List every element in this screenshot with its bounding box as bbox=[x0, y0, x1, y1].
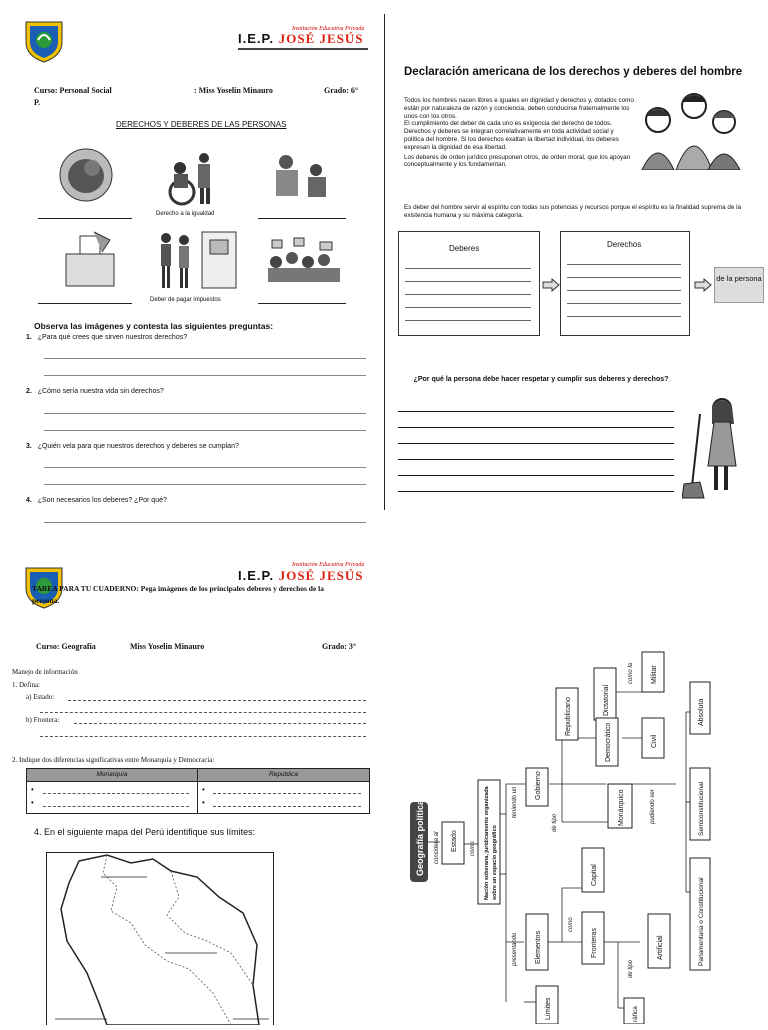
school-shield-logo bbox=[22, 16, 66, 64]
arrow-right-icon bbox=[694, 278, 712, 292]
derechos-box[interactable] bbox=[560, 231, 690, 336]
question-1: 1. ¿Para qué crees que sirven nuestros derechos? bbox=[26, 334, 188, 341]
protest-crowd-illustration bbox=[264, 236, 344, 282]
dictatorial-label: Dictatorial bbox=[603, 684, 610, 716]
tax-payment-illustration bbox=[156, 228, 242, 292]
answer-line[interactable] bbox=[44, 358, 366, 359]
question-3: 3. ¿Quién vela para que nuestros derechos y deberes se cumplan? bbox=[26, 443, 239, 450]
answer-line[interactable] bbox=[213, 806, 361, 807]
school-name: I.E.P. JOSÉ JESÚS bbox=[238, 568, 364, 583]
answer-line[interactable] bbox=[398, 475, 674, 476]
declaration-text bbox=[404, 97, 634, 169]
answer-line[interactable] bbox=[44, 375, 366, 376]
derechos-label: Derechos bbox=[607, 240, 642, 249]
item-1b: b) Frontera: bbox=[26, 716, 60, 724]
course-label: Curso: Personal Social bbox=[34, 86, 112, 95]
grafica-label: ráfica bbox=[632, 1006, 639, 1022]
page-4 bbox=[386, 512, 768, 1024]
answer-line[interactable] bbox=[40, 712, 366, 713]
homework-task: TAREA PARA TU CUADERNO: Pega imágenes de los principales deberes y derechos de la persona. bbox=[32, 584, 325, 605]
nacion-line: Nación soberana, jurídicamente organizada bbox=[484, 786, 490, 900]
grade-label: Grado: 3° bbox=[322, 642, 357, 651]
answer-line[interactable] bbox=[44, 413, 366, 414]
elementos-label: Elementos bbox=[535, 930, 542, 964]
girl-sweeping-illustration bbox=[682, 394, 748, 500]
answer-line[interactable] bbox=[567, 316, 681, 317]
table-header-monarquia: Monarquía bbox=[27, 769, 198, 782]
page-1 bbox=[0, 0, 384, 512]
answer-line[interactable] bbox=[38, 303, 132, 304]
caption-equality: Derecho a la igualdad bbox=[156, 211, 215, 217]
question-2: 2. ¿Cómo sería nuestra vida sin derechos? bbox=[26, 388, 164, 395]
comparison-table bbox=[26, 768, 370, 814]
answer-line[interactable] bbox=[567, 303, 681, 304]
item-1a: a) Estado: bbox=[26, 693, 55, 701]
instruction: Observa las imágenes y contesta las siguientes preguntas: bbox=[34, 321, 274, 331]
table-divider bbox=[197, 781, 198, 813]
persona-box bbox=[714, 267, 764, 303]
capital-label: Capital bbox=[591, 864, 598, 886]
children-group-illustration bbox=[638, 86, 742, 170]
limites-label: Límites bbox=[545, 997, 552, 1020]
answer-line[interactable] bbox=[258, 218, 346, 219]
civil-label: Civil bbox=[651, 734, 658, 748]
answer-line[interactable] bbox=[405, 281, 531, 282]
label-presentando: presentando bbox=[512, 932, 518, 966]
answer-line[interactable] bbox=[405, 320, 531, 321]
item-1: 1. Defina: bbox=[12, 681, 40, 689]
answer-line[interactable] bbox=[398, 459, 674, 460]
item-2: 2. Indique dos diferencias significativas entre Monarquía y Democracia: bbox=[12, 756, 215, 764]
answer-line[interactable] bbox=[405, 294, 531, 295]
wheelchair-illustration bbox=[160, 148, 220, 208]
label-de-tipo: de tipo bbox=[552, 813, 558, 832]
grade-label: Grado: 6° bbox=[324, 86, 359, 95]
answer-line[interactable] bbox=[44, 467, 366, 468]
gobierno-label: Gobierno bbox=[535, 771, 542, 800]
label-teniendo: teniendo un bbox=[512, 786, 518, 818]
school-subtitle: Institución Educativa Privada bbox=[292, 26, 365, 32]
answer-line[interactable] bbox=[40, 736, 366, 737]
item-4: 4. En el siguiente mapa del Perú identifique sus límites: bbox=[34, 827, 256, 837]
answer-line[interactable] bbox=[74, 723, 366, 724]
school-name: I.E.P. JOSÉ JESÚS bbox=[238, 31, 364, 46]
answer-line[interactable] bbox=[44, 430, 366, 431]
bullet-dot: • bbox=[31, 785, 34, 794]
answer-line[interactable] bbox=[68, 700, 366, 701]
nacion-line: sobre un espacio geográfico bbox=[492, 825, 498, 900]
deberes-box[interactable] bbox=[398, 231, 540, 336]
answer-line[interactable] bbox=[43, 806, 189, 807]
answer-line[interactable] bbox=[405, 307, 531, 308]
answer-line[interactable] bbox=[38, 218, 132, 219]
grade-suffix: P. bbox=[34, 98, 41, 107]
answer-line[interactable] bbox=[43, 793, 189, 794]
course-label: Curso: Geografía bbox=[36, 642, 96, 651]
school-subtitle: Institución Educativa Privada bbox=[292, 562, 365, 568]
fetus-illustration bbox=[56, 146, 116, 204]
question-4: 4. ¿Son necesarios los deberes? ¿Por qué? bbox=[26, 497, 167, 504]
label-como: como bbox=[470, 841, 476, 856]
answer-line[interactable] bbox=[405, 268, 531, 269]
ballot-box-illustration bbox=[62, 230, 118, 290]
root-label: Geografía política bbox=[415, 799, 425, 876]
answer-line[interactable] bbox=[567, 290, 681, 291]
respect-question: ¿Por qué la persona debe hacer respetar y cumplir sus deberes y derechos? bbox=[413, 376, 669, 383]
teacher-label: : Miss Yoselin Minauro bbox=[194, 86, 273, 95]
teacher-label: Miss Yoselin Minauro bbox=[130, 642, 205, 651]
semiconstitucional-label: Semiconstitucional bbox=[698, 781, 705, 836]
concept-map bbox=[386, 512, 768, 1024]
answer-line[interactable] bbox=[258, 303, 346, 304]
doctor-child-illustration bbox=[270, 150, 334, 200]
label-como-2: como bbox=[568, 917, 574, 932]
bullet-dot: • bbox=[202, 785, 205, 794]
fronteras-label: Fronteras bbox=[591, 928, 598, 958]
republicano-label: Republicano bbox=[565, 697, 572, 736]
answer-line[interactable] bbox=[398, 427, 674, 428]
caption-taxes: Deber de pagar impuestos bbox=[150, 297, 221, 303]
label-considera: considera al bbox=[434, 831, 440, 864]
estado-label: Estado bbox=[451, 830, 458, 852]
militar-label: Militar bbox=[651, 665, 658, 684]
paragraph-1: Todos los hombres nacen libres e iguales en dignidad y derechos y, dotados como están por naturaleza de razón y conciencia, deben conducirse fraternalmente los unos con los otros. bbox=[404, 97, 634, 120]
bullet-dot: • bbox=[202, 798, 205, 807]
bullet-dot: • bbox=[31, 798, 34, 807]
absoluta-label: Absoluta bbox=[698, 698, 705, 726]
table-header-republica: República bbox=[198, 769, 369, 782]
section-title: Manejo de información bbox=[12, 668, 78, 676]
page-title: DERECHOS Y DEBERES DE LAS PERSONAS bbox=[116, 120, 287, 129]
page-divider bbox=[384, 14, 385, 510]
answer-line[interactable] bbox=[44, 484, 366, 485]
answer-line[interactable] bbox=[213, 793, 361, 794]
answer-line[interactable] bbox=[398, 443, 674, 444]
header-rule bbox=[238, 48, 368, 50]
democratico-label: Democrático bbox=[605, 722, 612, 762]
deberes-label: Deberes bbox=[449, 244, 480, 253]
page-3 bbox=[0, 512, 384, 1024]
paragraph-3: Los deberes de orden jurídico presuponen otros, de orden moral, que los apoyan conceptualmente y los fundamentan. bbox=[404, 153, 631, 169]
answer-line[interactable] bbox=[398, 491, 674, 492]
label-como-la: como la bbox=[628, 662, 634, 684]
answer-line[interactable] bbox=[567, 264, 681, 265]
persona-label: de la persona bbox=[716, 274, 762, 283]
label-de-tipo-2: de tipo bbox=[628, 959, 634, 978]
paragraph-2: El cumplimiento del deber de cada uno es exigencia del derecho de todos. Derechos y deberes se integran correlativamente en toda actividad social y política del hombre. Si los derechos exaltan la libertad individual, los deberes expresan la dignidad de esa libertad. bbox=[404, 120, 619, 151]
parlamentaria-label: Parlamentaria o Constitucional bbox=[698, 877, 705, 966]
declaration-title: Declaración americana de los derechos y deberes del hombre bbox=[404, 66, 743, 78]
page-2 bbox=[386, 0, 768, 512]
peru-map-frame bbox=[46, 852, 274, 1025]
arrow-right-icon bbox=[542, 278, 560, 292]
artificial-label: Artificial bbox=[657, 935, 664, 960]
paragraph-4: Es deber del hombre servir al espíritu con todas sus potencias y recursos porque el espíritu es la finalidad suprema de la existencia humana y su máxima categoría. bbox=[404, 204, 742, 219]
peru-outline-map[interactable] bbox=[47, 853, 273, 1025]
answer-line[interactable] bbox=[398, 411, 674, 412]
monarquico-label: Monárquico bbox=[618, 789, 625, 826]
label-pudiendo: pudiendo ser bbox=[650, 789, 656, 824]
answer-line[interactable] bbox=[567, 277, 681, 278]
